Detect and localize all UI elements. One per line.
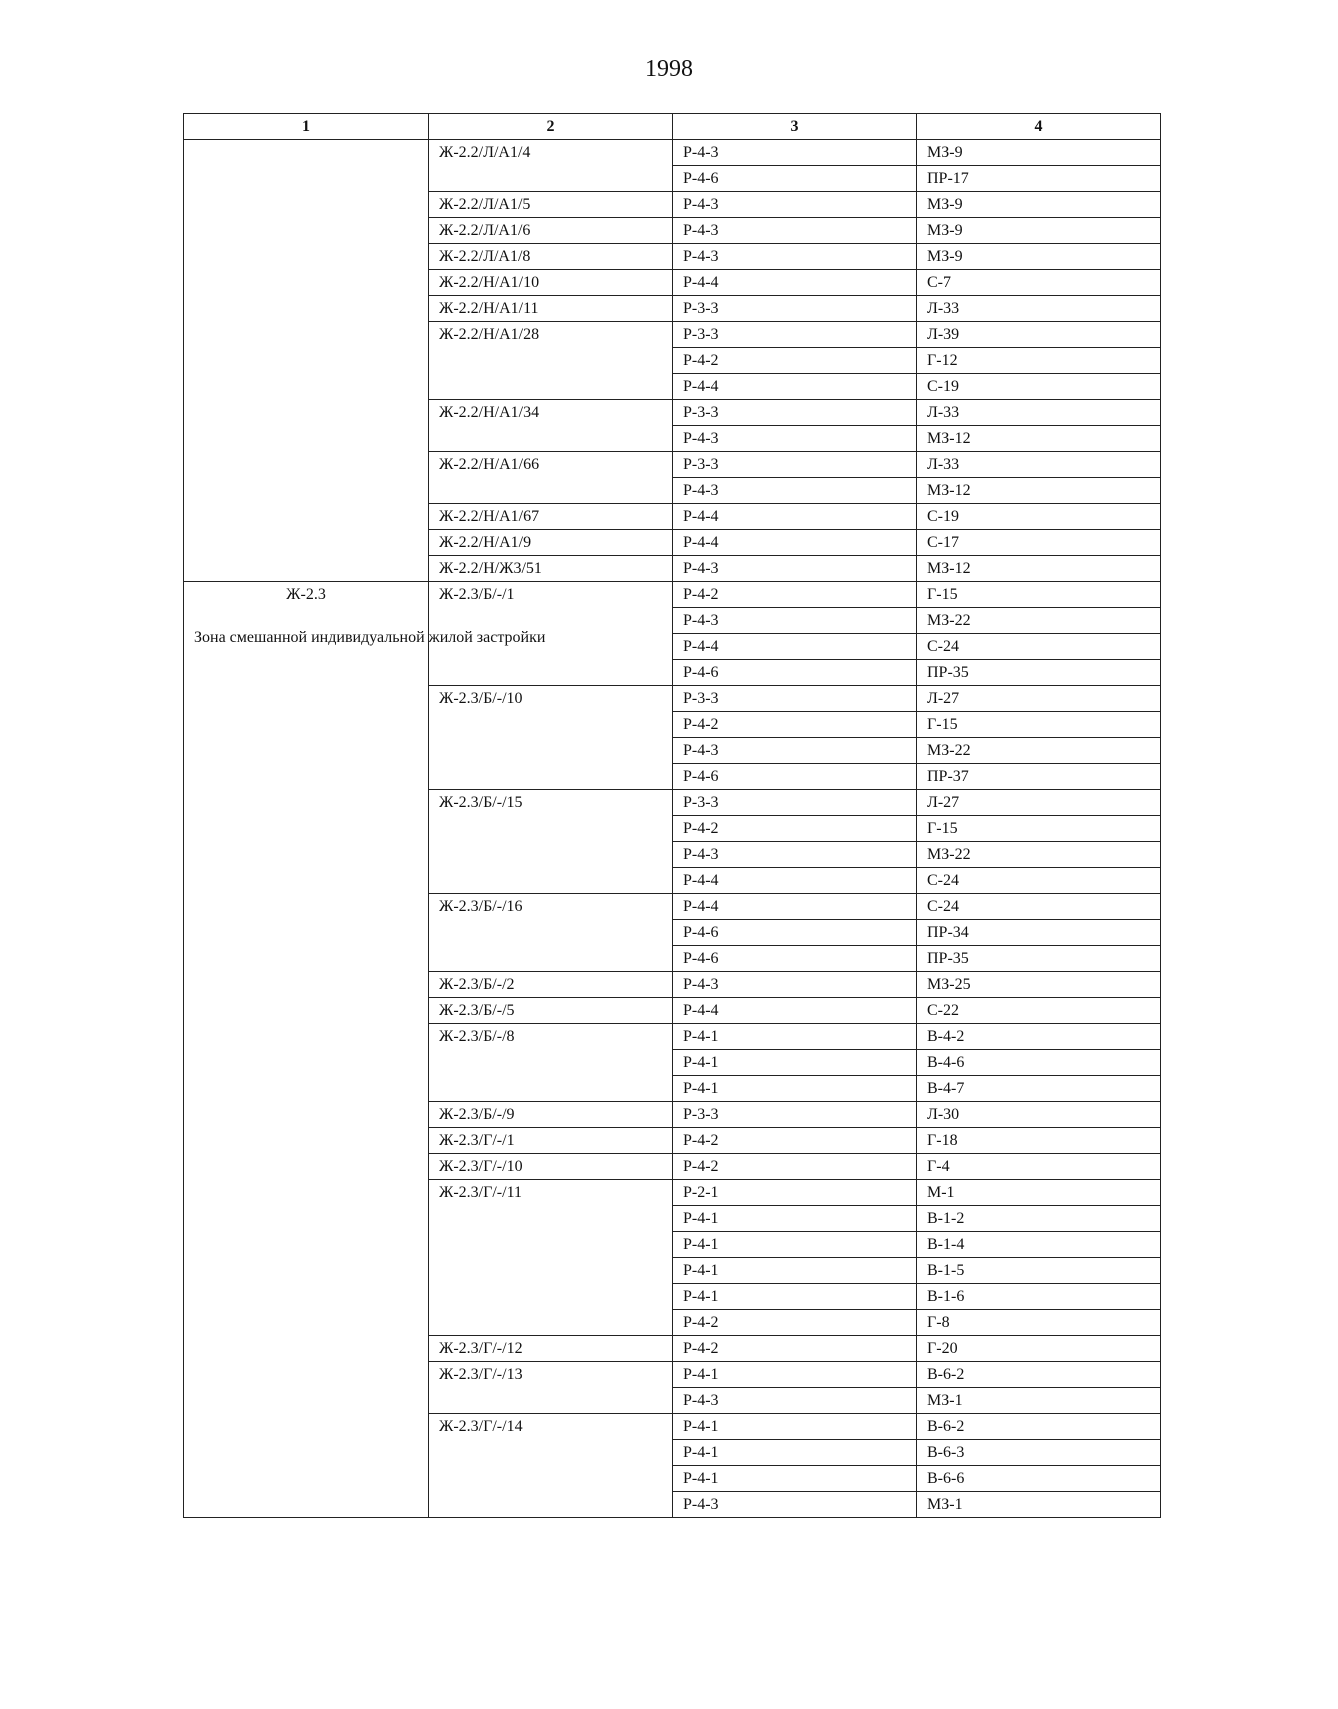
parameter-cell: В-6-2 <box>917 1362 1161 1388</box>
regulation-cell: Р-4-1 <box>673 1206 917 1232</box>
parameter-cell: МЗ-12 <box>917 556 1161 582</box>
regulation-cell: Р-4-4 <box>673 634 917 660</box>
parameter-cell: В-1-2 <box>917 1206 1161 1232</box>
regulation-cell: Р-4-1 <box>673 1362 917 1388</box>
table-body <box>184 140 1161 1518</box>
territory-code-cell: Ж-2.3/Г/-/14 <box>429 1414 673 1518</box>
territory-code-cell: Ж-2.3/Б/-/1 <box>429 582 673 686</box>
column-header-1: 1 <box>184 114 429 140</box>
parameter-cell: В-1-4 <box>917 1232 1161 1258</box>
territory-code-cell: Ж-2.3/Б/-/16 <box>429 894 673 972</box>
table-row <box>184 140 1161 166</box>
parameter-cell: Г-15 <box>917 816 1161 842</box>
parameter-cell: В-6-6 <box>917 1466 1161 1492</box>
parameter-cell: Г-12 <box>917 348 1161 374</box>
regulation-cell: Р-4-3 <box>673 426 917 452</box>
parameter-cell: Г-15 <box>917 712 1161 738</box>
regulation-cell: Р-4-1 <box>673 1284 917 1310</box>
parameter-cell: С-19 <box>917 374 1161 400</box>
regulation-cell: Р-4-6 <box>673 764 917 790</box>
parameter-cell: Л-33 <box>917 452 1161 478</box>
territory-code-cell: Ж-2.3/Б/-/8 <box>429 1024 673 1102</box>
parameter-cell: ПР-34 <box>917 920 1161 946</box>
parameter-cell: В-6-3 <box>917 1440 1161 1466</box>
territory-code-cell: Ж-2.2/Н/А1/10 <box>429 270 673 296</box>
parameter-cell: Г-15 <box>917 582 1161 608</box>
territory-code-cell: Ж-2.3/Б/-/10 <box>429 686 673 790</box>
regulation-cell: Р-4-1 <box>673 1414 917 1440</box>
parameter-cell: Г-20 <box>917 1336 1161 1362</box>
regulation-cell: Р-4-4 <box>673 998 917 1024</box>
regulation-cell: Р-4-2 <box>673 1336 917 1362</box>
parameter-cell: МЗ-12 <box>917 426 1161 452</box>
parameter-cell: С-24 <box>917 868 1161 894</box>
parameter-cell: ПР-35 <box>917 946 1161 972</box>
territory-code-cell: Ж-2.2/Н/А1/9 <box>429 530 673 556</box>
parameter-cell: Г-8 <box>917 1310 1161 1336</box>
page-number: 1998 <box>645 56 693 82</box>
parameter-cell: В-4-6 <box>917 1050 1161 1076</box>
parameter-cell: В-6-2 <box>917 1414 1161 1440</box>
column-header-4: 4 <box>917 114 1161 140</box>
parameter-cell: В-1-6 <box>917 1284 1161 1310</box>
territory-code-cell: Ж-2.3/Г/-/11 <box>429 1180 673 1336</box>
parameter-cell: В-4-7 <box>917 1076 1161 1102</box>
territory-code-cell: Ж-2.3/Г/-/12 <box>429 1336 673 1362</box>
territory-code-cell: Ж-2.2/Н/А1/66 <box>429 452 673 504</box>
table-row <box>184 582 1161 608</box>
regulation-cell: Р-3-3 <box>673 400 917 426</box>
regulation-cell: Р-4-3 <box>673 244 917 270</box>
parameter-cell: МЗ-9 <box>917 244 1161 270</box>
parameter-cell: МЗ-22 <box>917 608 1161 634</box>
parameter-cell: Л-27 <box>917 686 1161 712</box>
regulation-cell: Р-4-6 <box>673 920 917 946</box>
territory-code-cell: Ж-2.2/Л/А1/8 <box>429 244 673 270</box>
territory-code-cell: Ж-2.2/Л/А1/5 <box>429 192 673 218</box>
territory-code-cell: Ж-2.3/Б/-/15 <box>429 790 673 894</box>
regulation-cell: Р-4-2 <box>673 582 917 608</box>
parameter-cell: МЗ-1 <box>917 1492 1161 1518</box>
regulation-cell: Р-2-1 <box>673 1180 917 1206</box>
parameter-cell: С-24 <box>917 634 1161 660</box>
regulation-cell: Р-4-2 <box>673 1310 917 1336</box>
regulation-cell: Р-4-1 <box>673 1050 917 1076</box>
regulation-cell: Р-4-3 <box>673 218 917 244</box>
parameter-cell: МЗ-12 <box>917 478 1161 504</box>
regulation-cell: Р-4-4 <box>673 530 917 556</box>
parameter-cell: МЗ-9 <box>917 192 1161 218</box>
regulation-cell: Р-4-3 <box>673 192 917 218</box>
territory-code-cell: Ж-2.3/Б/-/2 <box>429 972 673 998</box>
parameter-cell: Л-33 <box>917 296 1161 322</box>
parameter-cell: С-19 <box>917 504 1161 530</box>
regulation-cell: Р-4-1 <box>673 1024 917 1050</box>
parameter-cell: МЗ-9 <box>917 140 1161 166</box>
regulation-cell: Р-3-3 <box>673 1102 917 1128</box>
parameter-cell: Л-33 <box>917 400 1161 426</box>
territory-code-cell: Ж-2.3/Г/-/13 <box>429 1362 673 1414</box>
territory-code-cell: Ж-2.2/Н/А1/67 <box>429 504 673 530</box>
regulation-cell: Р-4-3 <box>673 972 917 998</box>
regulation-cell: Р-4-4 <box>673 374 917 400</box>
regulation-cell: Р-4-1 <box>673 1232 917 1258</box>
regulation-cell: Р-4-2 <box>673 348 917 374</box>
regulation-cell: Р-4-3 <box>673 1388 917 1414</box>
parameter-cell: М-1 <box>917 1180 1161 1206</box>
territory-code-cell: Ж-2.2/Н/Ж3/51 <box>429 556 673 582</box>
territory-code-cell: Ж-2.2/Н/А1/11 <box>429 296 673 322</box>
parameter-cell: Г-4 <box>917 1154 1161 1180</box>
regulation-cell: Р-3-3 <box>673 686 917 712</box>
regulation-cell: Р-4-3 <box>673 556 917 582</box>
zoning-table <box>183 113 1161 1518</box>
parameter-cell: С-7 <box>917 270 1161 296</box>
regulation-cell: Р-4-2 <box>673 712 917 738</box>
table-header <box>184 114 1161 140</box>
parameter-cell: Л-30 <box>917 1102 1161 1128</box>
regulation-cell: Р-4-3 <box>673 608 917 634</box>
regulation-cell: Р-4-3 <box>673 1492 917 1518</box>
regulation-cell: Р-4-4 <box>673 504 917 530</box>
regulation-cell: Р-3-3 <box>673 296 917 322</box>
regulation-cell: Р-4-4 <box>673 868 917 894</box>
territory-code-cell: Ж-2.3/Г/-/1 <box>429 1128 673 1154</box>
regulation-cell: Р-4-4 <box>673 894 917 920</box>
parameter-cell: С-22 <box>917 998 1161 1024</box>
parameter-cell: ПР-37 <box>917 764 1161 790</box>
regulation-cell: Р-4-3 <box>673 478 917 504</box>
parameter-cell: Г-18 <box>917 1128 1161 1154</box>
regulation-cell: Р-4-2 <box>673 1154 917 1180</box>
regulation-cell: Р-4-4 <box>673 270 917 296</box>
zone-cell <box>184 140 429 582</box>
regulation-cell: Р-3-3 <box>673 452 917 478</box>
regulation-cell: Р-4-6 <box>673 946 917 972</box>
header-row <box>184 114 1161 140</box>
parameter-cell: МЗ-1 <box>917 1388 1161 1414</box>
parameter-cell: В-1-5 <box>917 1258 1161 1284</box>
parameter-cell: ПР-35 <box>917 660 1161 686</box>
parameter-cell: С-24 <box>917 894 1161 920</box>
territory-code-cell: Ж-2.2/Н/А1/28 <box>429 322 673 400</box>
zone-name: Зона смешанной индивидуальной жилой застройки <box>194 629 546 646</box>
territory-code-cell: Ж-2.3/Б/-/9 <box>429 1102 673 1128</box>
regulation-cell: Р-3-3 <box>673 322 917 348</box>
parameter-cell: ПР-17 <box>917 166 1161 192</box>
parameter-cell: МЗ-9 <box>917 218 1161 244</box>
parameter-cell: МЗ-22 <box>917 842 1161 868</box>
regulation-cell: Р-4-1 <box>673 1466 917 1492</box>
regulation-cell: Р-4-6 <box>673 166 917 192</box>
regulation-cell: Р-4-3 <box>673 738 917 764</box>
regulation-cell: Р-4-1 <box>673 1440 917 1466</box>
column-header-3: 3 <box>673 114 917 140</box>
territory-code-cell: Ж-2.2/Н/А1/34 <box>429 400 673 452</box>
regulation-cell: Р-4-1 <box>673 1076 917 1102</box>
parameter-cell: С-17 <box>917 530 1161 556</box>
parameter-cell: МЗ-22 <box>917 738 1161 764</box>
parameter-cell: Л-39 <box>917 322 1161 348</box>
column-header-2: 2 <box>429 114 673 140</box>
parameter-cell: В-4-2 <box>917 1024 1161 1050</box>
territory-code-cell: Ж-2.2/Л/А1/4 <box>429 140 673 192</box>
territory-code-cell: Ж-2.3/Б/-/5 <box>429 998 673 1024</box>
regulation-cell: Р-4-2 <box>673 816 917 842</box>
parameter-cell: Л-27 <box>917 790 1161 816</box>
territory-code-cell: Ж-2.3/Г/-/10 <box>429 1154 673 1180</box>
territory-code-cell: Ж-2.2/Л/А1/6 <box>429 218 673 244</box>
regulation-cell: Р-4-6 <box>673 660 917 686</box>
zone-code: Ж-2.3 <box>286 586 326 603</box>
regulation-cell: Р-4-1 <box>673 1258 917 1284</box>
regulation-cell: Р-4-2 <box>673 1128 917 1154</box>
regulation-cell: Р-3-3 <box>673 790 917 816</box>
regulation-cell: Р-4-3 <box>673 842 917 868</box>
regulation-cell: Р-4-3 <box>673 140 917 166</box>
parameter-cell: МЗ-25 <box>917 972 1161 998</box>
